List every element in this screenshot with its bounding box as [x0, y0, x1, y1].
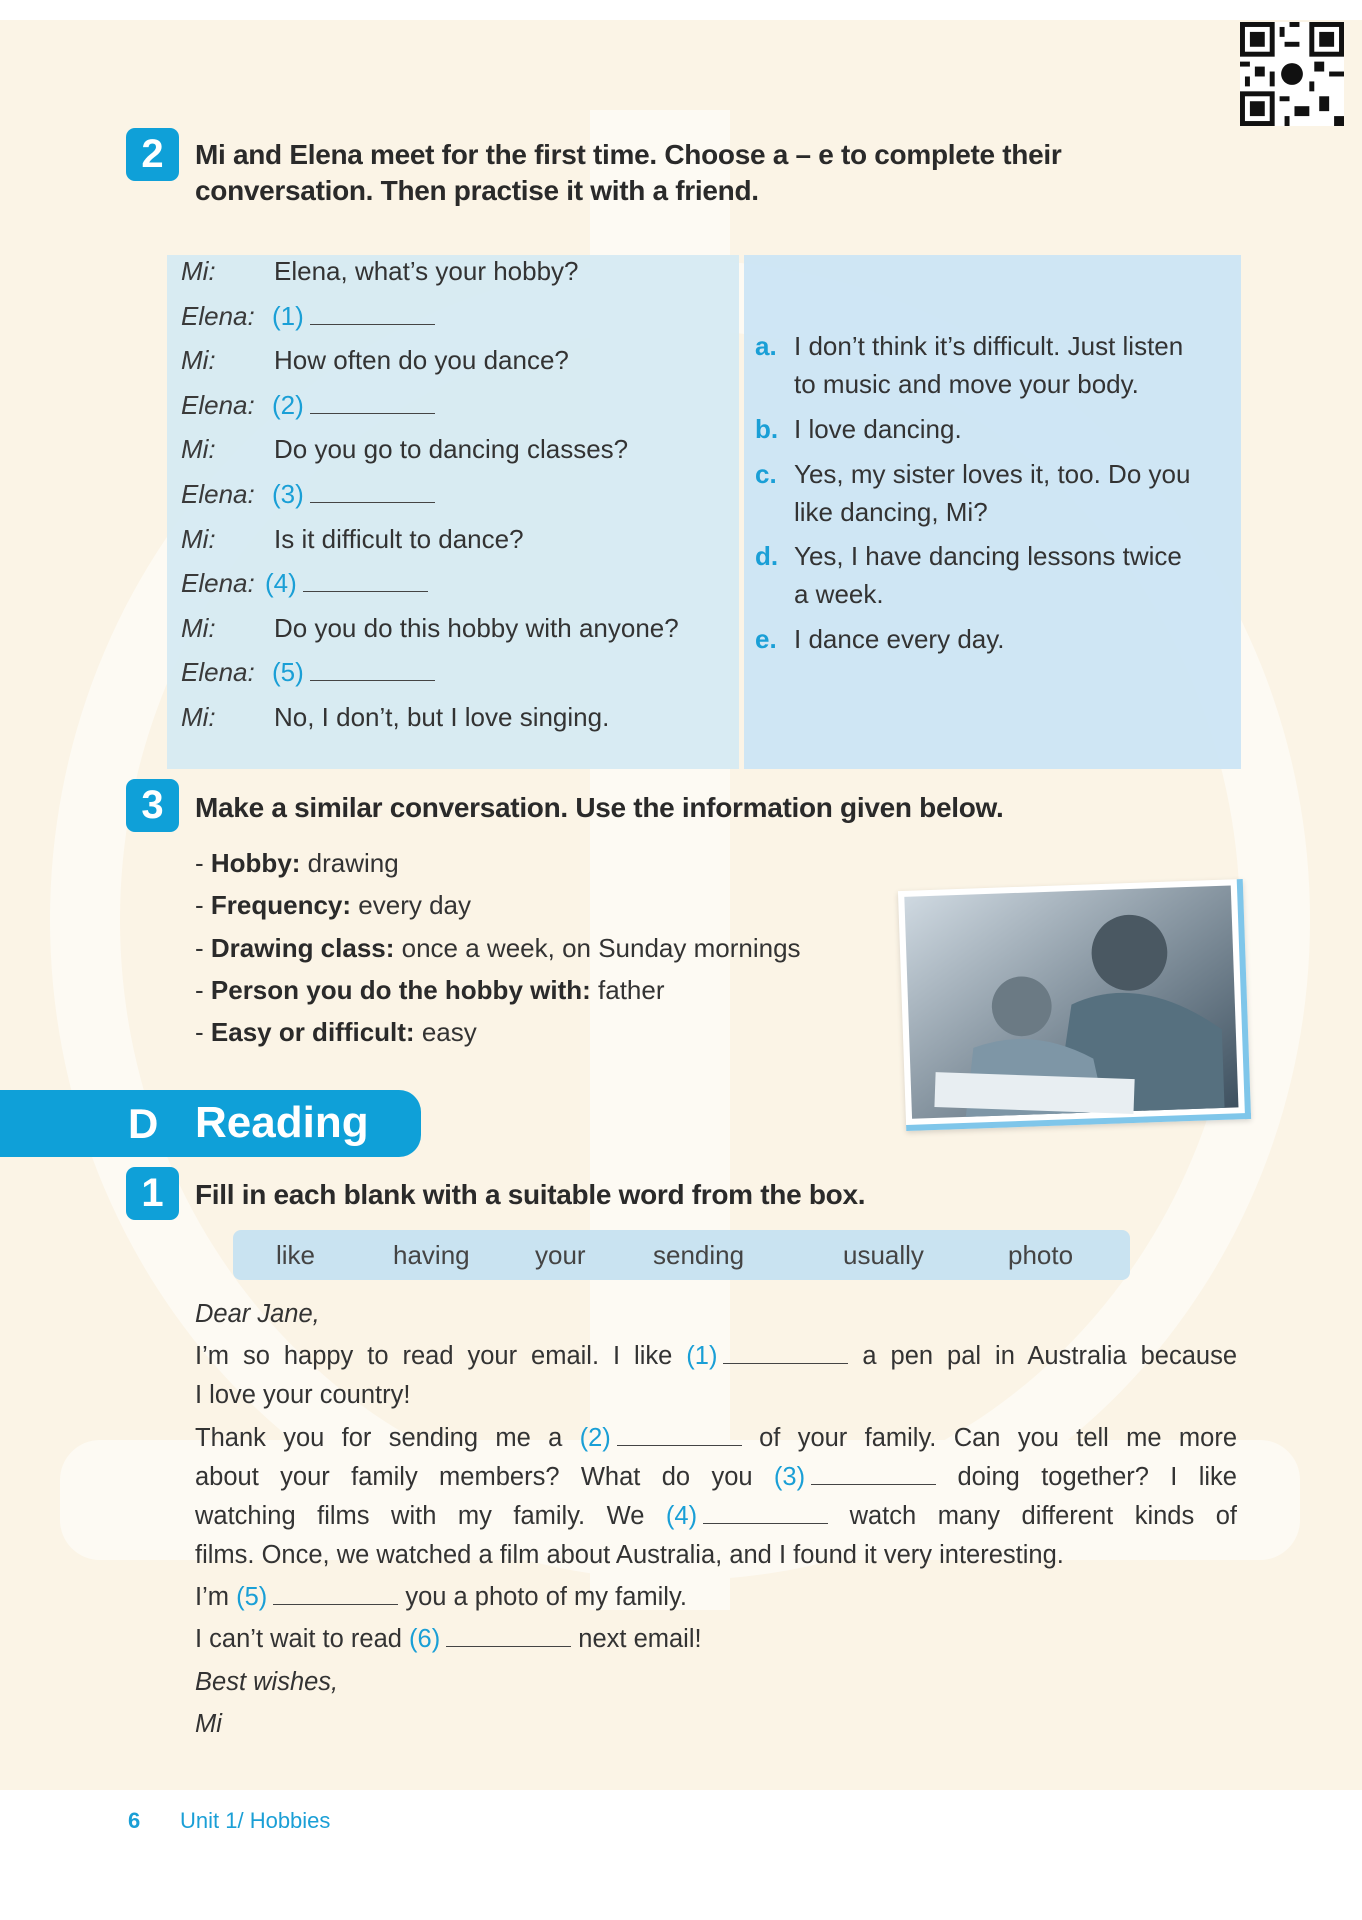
option-text: like dancing, Mi?: [794, 497, 988, 527]
letter-text-segment: doing together? I like: [936, 1463, 1237, 1491]
dialogue-speaker: Mi:: [181, 256, 216, 286]
word-box-item: your: [535, 1240, 586, 1270]
dialogue-speaker: Elena:: [181, 568, 255, 599]
exercise-2-badge: 2: [126, 128, 179, 181]
letter-text-segment: you a photo of my family.: [398, 1583, 687, 1611]
blank-number: (5): [236, 1583, 268, 1611]
info-label: Easy or difficult:: [210, 1017, 415, 1048]
answer-blank[interactable]: [310, 501, 435, 503]
option-letter: d.: [755, 541, 779, 571]
letter-text-segment: of your family. Can you tell me more: [741, 1424, 1238, 1452]
answer-blank[interactable]: [310, 679, 435, 681]
info-item: - Easy or difficult: easy: [195, 1017, 477, 1048]
info-item: - Frequency: every day: [195, 890, 472, 921]
info-value: every day: [358, 890, 472, 921]
blank-number: (5): [272, 657, 304, 688]
info-label: Hobby:: [210, 848, 301, 878]
letter-text-segment: Thank you for sending me a: [195, 1424, 580, 1452]
option-letter: a.: [755, 331, 777, 361]
dialogue-speaker: Mi:: [181, 523, 216, 554]
info-label: Person you do the hobby with:: [210, 974, 591, 1005]
exercise-3-instruction: Make a similar conversation. Use the information given below.: [195, 792, 1004, 823]
letter-text-segment: a pen pal in Australia because: [848, 1342, 1237, 1370]
letter-text-segment: I’m so happy to read your email. I like: [195, 1342, 687, 1370]
info-value: easy: [421, 1017, 477, 1048]
info-item: - Hobby: drawing: [195, 848, 399, 878]
blank-number: (6): [409, 1625, 441, 1653]
letter-line: [195, 1668, 1237, 1697]
option-text: to music and move your body.: [794, 369, 1139, 399]
page-number: 6: [128, 1808, 141, 1833]
letter-text-segment: watch many different kinds of: [828, 1502, 1237, 1530]
answer-blank[interactable]: [811, 1483, 936, 1485]
exercise-2-instruction-2: conversation. Then practise it with a friend.: [195, 175, 759, 206]
blank-number: (4): [265, 568, 297, 599]
letter-line: [195, 1502, 1237, 1531]
dialogue-speaker: Mi:: [181, 434, 216, 465]
option-letter: c.: [755, 459, 777, 489]
word-box-item: having: [393, 1240, 470, 1270]
answer-blank[interactable]: [310, 323, 435, 325]
dialogue-speaker: Elena:: [181, 300, 255, 331]
dialogue-blank-line: [272, 301, 435, 332]
blank-number: (3): [272, 479, 304, 509]
letter-text-segment: Dear Jane,: [195, 1300, 320, 1328]
info-label: Drawing class:: [210, 932, 395, 963]
dialogue-speaker: Mi:: [181, 345, 216, 376]
dialogue-speaker: Mi:: [181, 702, 216, 732]
blank-number: (1): [686, 1342, 718, 1370]
letter-line: [195, 1541, 1237, 1570]
letter-text-segment: I can’t wait to read: [195, 1625, 410, 1653]
dialogue-speaker: Elena:: [181, 479, 255, 509]
dialogue-blank-line: [265, 568, 428, 599]
exercise-2-instruction: Mi and Elena meet for the first time. Choose a – e to complete their: [195, 139, 1062, 170]
letter-text-segment: about your family members? What do you: [195, 1463, 774, 1491]
dialogue-speaker: Elena:: [181, 389, 255, 420]
info-value: once a week, on Sunday mornings: [401, 932, 801, 963]
dialogue-line: Is it difficult to dance?: [274, 523, 524, 554]
option-text: Yes, I have dancing lessons twice: [794, 541, 1182, 571]
option-text: I don’t think it’s difficult. Just listen: [794, 331, 1184, 361]
info-label: Frequency:: [210, 890, 352, 921]
answer-blank[interactable]: [617, 1444, 742, 1446]
dialogue-line: Do you do this hobby with anyone?: [274, 612, 679, 643]
qr-code-icon[interactable]: [1240, 22, 1344, 126]
dialogue-blank-line: [272, 479, 435, 510]
answer-blank[interactable]: [703, 1522, 828, 1524]
dialogue-speaker: Mi:: [181, 612, 216, 643]
dialogue-line: No, I don’t, but I love singing.: [274, 702, 610, 732]
letter-text-segment: Mi: [195, 1710, 222, 1738]
letter-text-segment: Best wishes,: [195, 1668, 339, 1696]
letter-text-segment: I’m: [195, 1583, 237, 1611]
blank-number: (1): [272, 300, 304, 331]
section-d-banner: [0, 1090, 421, 1157]
option-text: a week.: [794, 579, 884, 609]
letter-line: [195, 1424, 1237, 1453]
blank-number: (2): [579, 1424, 611, 1452]
answer-blank[interactable]: [723, 1362, 848, 1364]
option-letter: b.: [755, 414, 779, 444]
letter-text-segment: I love your country!: [195, 1381, 411, 1409]
option-text: I dance every day.: [794, 624, 1005, 654]
section-title: Reading: [195, 1098, 369, 1147]
letter-text-segment: next email!: [571, 1625, 702, 1653]
reading-1-instruction: Fill in each blank with a suitable word from the box.: [195, 1179, 866, 1210]
dialogue-blank-line: [272, 657, 435, 688]
answer-blank[interactable]: [303, 590, 428, 592]
letter-line: [195, 1381, 1237, 1410]
letter-line: [195, 1583, 1237, 1612]
dialogue-line: Do you go to dancing classes?: [274, 434, 629, 465]
reading-1-badge: 1: [126, 1167, 179, 1220]
blank-number: (4): [665, 1502, 698, 1530]
word-box-item: sending: [653, 1240, 745, 1270]
letter-line: [195, 1625, 1237, 1654]
answer-blank[interactable]: [273, 1603, 398, 1605]
info-value: father: [598, 974, 665, 1005]
dialogue-box: [167, 255, 739, 769]
word-box-item: like: [276, 1240, 316, 1270]
answer-blank[interactable]: [446, 1645, 571, 1647]
blank-number: (3): [773, 1463, 806, 1491]
photo-father-son-drawing: [898, 879, 1251, 1131]
letter-line: [195, 1710, 1237, 1739]
letter-line: [195, 1463, 1237, 1492]
blank-number: (2): [272, 389, 304, 420]
letter-text-segment: films. Once, we watched a film about Australia, and I found it very interesting.: [195, 1541, 1064, 1569]
option-letter: e.: [755, 624, 777, 654]
letter-text-segment: watching films with my family. We: [195, 1502, 666, 1530]
word-box-item: usually: [843, 1240, 924, 1270]
info-item: - Drawing class: once a week, on Sunday mornings: [195, 932, 801, 963]
textbook-page: [0, 20, 1362, 1790]
unit-label: Unit 1/ Hobbies: [180, 1808, 331, 1833]
word-box-item: photo: [1008, 1240, 1074, 1270]
section-letter: D: [128, 1100, 159, 1147]
dialogue-line: Elena, what’s your hobby?: [274, 256, 579, 286]
info-value: drawing: [307, 848, 399, 878]
dialogue-blank-line: [272, 390, 435, 421]
letter-line: [195, 1300, 1237, 1329]
option-text: Yes, my sister loves it, too. Do you: [794, 459, 1191, 489]
option-text: I love dancing.: [794, 414, 962, 444]
letter-line: [195, 1342, 1237, 1371]
dialogue-speaker: Elena:: [181, 657, 255, 688]
dialogue-line: How often do you dance?: [274, 345, 569, 376]
info-item: - Person you do the hobby with: father: [195, 974, 665, 1005]
exercise-3-badge: 3: [126, 779, 179, 832]
answer-blank[interactable]: [310, 412, 435, 414]
